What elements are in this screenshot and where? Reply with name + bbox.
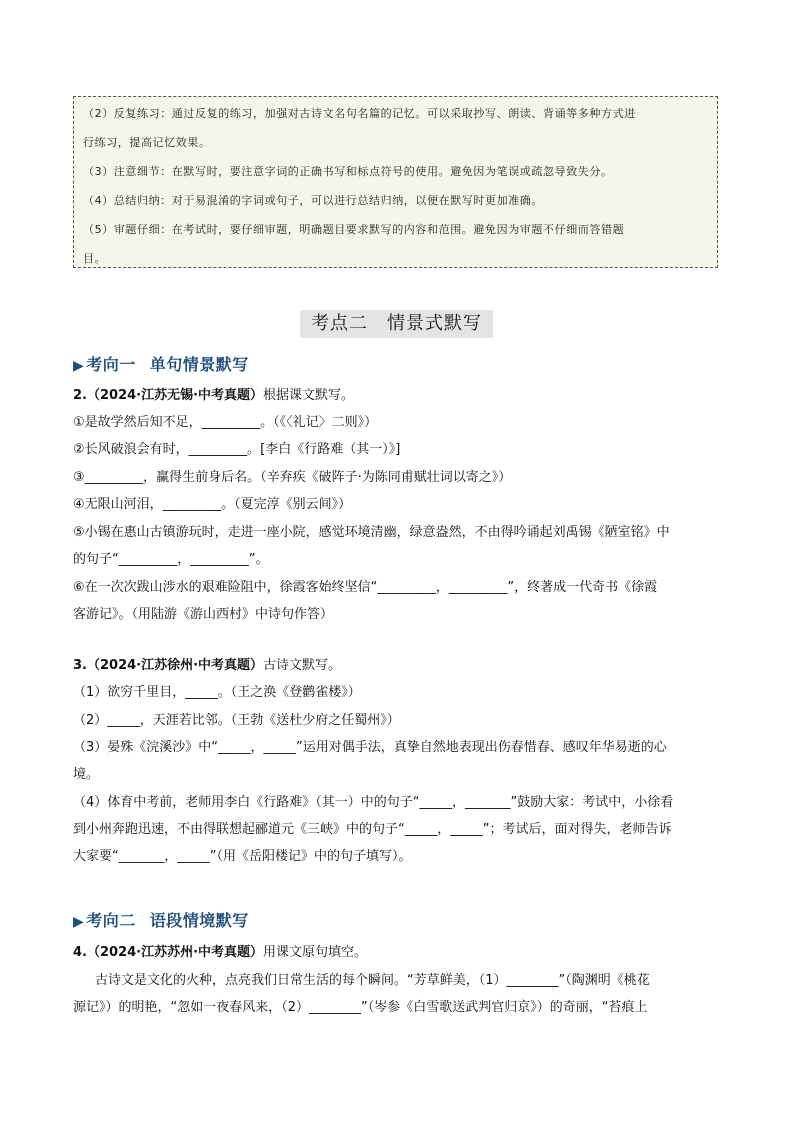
question-number: 3. xyxy=(73,658,87,673)
question-2-item: 的句子“_________，_________”。 xyxy=(73,552,269,567)
triangle-icon: ▶ xyxy=(73,914,85,930)
tip-line: 目。 xyxy=(83,252,107,265)
direction-1-label: 单句情景默写 xyxy=(149,355,249,374)
question-2-item: ⑤小锡在惠山古镇游玩时，走进一座小院，感觉环境清幽，绿意盎然，不由得吟诵起刘禹锡《陋室铭》中 xyxy=(73,525,670,540)
direction-2-heading xyxy=(73,908,249,931)
question-3-item: （2）_____，天涯若比邻。（王勃《送杜少府之任蜀州》） xyxy=(73,713,400,728)
question-2-item: 客游记》。（用陆游《游山西村》中诗句作答） xyxy=(73,607,334,622)
question-3-item: 大家要“_______，_____”（用《岳阳楼记》中的句子填写）。 xyxy=(73,849,412,864)
question-prompt: 古诗文默写。 xyxy=(263,658,342,673)
question-source: （2024·江苏苏州·中考真题） xyxy=(86,945,264,960)
direction-2-name: 考向二 xyxy=(86,911,136,930)
question-4-passage-line: 源记》）的明艳，“忽如一夜春风来，（2）________”（岑参《白雪歌送武判官归京》）的奇丽，“苔痕上 xyxy=(73,1000,648,1015)
question-2-header xyxy=(73,386,354,406)
question-source: （2024·江苏无锡·中考真题） xyxy=(86,388,264,403)
question-2-item: ④无限山河泪，_________。（夏完淳《别云间》） xyxy=(73,497,352,512)
question-3-item: （4）体育中考前，老师用李白《行路难》（其一）中的句子“_____，_______”鼓励大家：考试中，小徐看 xyxy=(73,795,674,810)
question-2-item: ①是故学然后知不足，_________。（《〈礼记〉二则》） xyxy=(73,415,378,430)
question-2-item: ②长风破浪会有时，_________。[李白《行路难（其一）》] xyxy=(73,442,401,457)
direction-1-name: 考向一 xyxy=(86,355,136,374)
tip-line: （2）反复练习：通过反复的练习，加强对古诗文名句名篇的记忆。可以采取抄写、朗读、背诵等多种方式进 xyxy=(83,107,636,120)
tip-line: （5）审题仔细：在考试时，要仔细审题，明确题目要求默写的内容和范围。避免因为审题不仔细而答错题 xyxy=(83,223,625,236)
direction-1-heading xyxy=(73,352,249,375)
tip-line: 行练习，提高记忆效果。 xyxy=(83,136,211,149)
question-3-item: 到小州奔跑迅速，不由得联想起郦道元《三峡》中的句子“_____，_____”；考试后，面对得失，老师告诉 xyxy=(73,822,672,837)
direction-2-label: 语段情境默写 xyxy=(149,911,249,930)
question-2-item: ⑥在一次次跋山涉水的艰难险阻中，徐霞客始终坚信“_________，_________”，终著成一代奇书《徐霞 xyxy=(73,580,658,595)
question-number: 4. xyxy=(73,945,87,960)
question-2-item: ③_________，赢得生前身后名。（辛弃疾《破阵子·为陈同甫赋壮词以寄之》） xyxy=(73,470,512,485)
question-prompt: 根据课文默写。 xyxy=(263,388,355,403)
question-3-item: （3）晏殊《浣溪沙》中“_____，_____”运用对偶手法，真挚自然地表现出伤春惜春、感叹年华易逝的心 xyxy=(73,740,667,755)
question-3-item: 境。 xyxy=(73,767,100,782)
question-prompt: 用课文原句填空。 xyxy=(263,945,368,960)
tip-line: （3）注意细节：在默写时，要注意字词的正确书写和标点符号的使用。避免因为笔误或疏忽导致失分。 xyxy=(83,165,613,178)
question-number: 2. xyxy=(73,388,87,403)
question-source: （2024·江苏徐州·中考真题） xyxy=(86,658,264,673)
tip-line: （4）总结归纳：对于易混淆的字词或句子，可以进行总结归纳，以便在默写时更加准确。 xyxy=(83,194,543,207)
question-3-header xyxy=(73,656,341,676)
tips-box xyxy=(73,96,718,268)
question-3-item: （1）欲穷千里目，_____。（王之涣《登鹳雀楼》） xyxy=(73,685,361,700)
question-4-header xyxy=(73,943,367,963)
triangle-icon: ▶ xyxy=(73,358,85,374)
section-title: 考点二 情景式默写 xyxy=(300,310,493,338)
question-4-passage-line: 古诗文是文化的火种，点亮我们日常生活的每个瞬间。“芳草鲜美，（1）________”（陶渊明《桃花 xyxy=(95,973,650,988)
